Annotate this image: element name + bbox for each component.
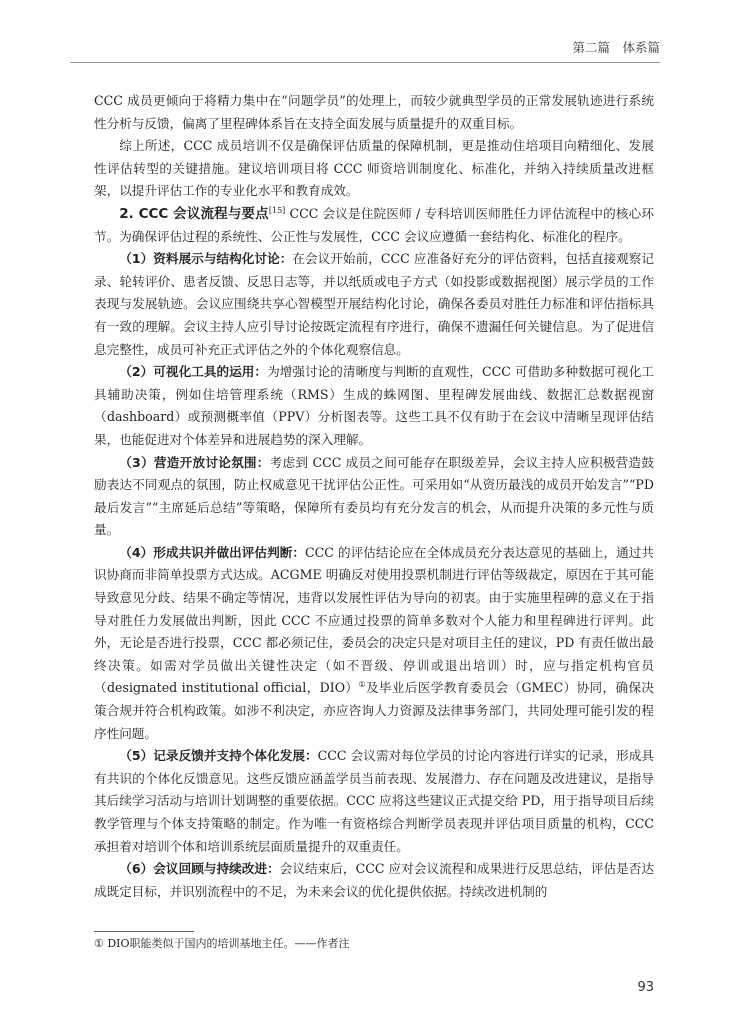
item-text: 在会议开始前，CCC 应准备好充分的评估资料，包括直接观察记录、轮转评价、患者反馈、反思日志等，并以纸质或电子方式（如投影或数据视图）展示学员的工作表现与发展轨迹。会议应围绕共享心智模型开展结构化讨论，确保各委员对胜任力标准和评估指标具有一致的理解。会议主持人应引导讨论按既定流程有序进行，确保不遗漏任何关键信息。为了促进信息完整性，成员可补充正式评估之外的个体化观察信息。: [94, 251, 654, 357]
item-heading: （1）资料展示与结构化讨论：: [119, 251, 293, 267]
item-1: [94, 248, 654, 361]
header-title: 第二篇 体系篇: [572, 40, 660, 55]
item-text-cont: 及毕业后医学教育委员会（GMEC）协同，确保决策合规并符合机构政策。如涉不利决定，亦应咨询人力资源及法律事务部门，共同处理可能引发的程序性问题。: [94, 680, 654, 741]
item-heading: （4）形成共识并做出评估判断：: [119, 544, 306, 560]
running-header: [70, 38, 660, 63]
item-heading: （5）记录反馈并支持个体化发展：: [119, 748, 318, 764]
page-number: 93: [637, 980, 654, 995]
paragraph-1: CCC 成员更倾向于将精力集中在“问题学员”的处理上，而较少就典型学员的正常发展轨迹进行系统性分析与反馈，偏离了里程碑体系旨在支持全面发展与质量提升的双重目标。: [94, 93, 654, 131]
item-heading: （2）可视化工具的运用：: [119, 364, 268, 380]
item-5: [94, 745, 654, 858]
item-text: 为增强讨论的清晰度与判断的直观性，CCC 可借助多种数据可视化工具辅助决策，例如住培管理系统（RMS）生成的蛛网图、里程碑发展曲线、数据汇总数据视窗（dashboard）或预测概率值（PPV）分析图表等。这些工具不仅有助于在会议中清晰呈现评估结果，也能促进对个体差异和进展趋势的深入理解。: [94, 364, 654, 447]
footnote-marker: ①: [358, 680, 366, 690]
item-heading: （3）营造开放讨论氛围：: [119, 454, 270, 470]
item-text: 考虑到 CCC 成员之间可能存在职级差异，会议主持人应积极营造鼓励表达不同观点的氛围，防止权威意见干扰评估公正性。可采用如“从资历最浅的成员开始发言”“PD 最后发言”“主席延后总结”等策略，保障所有委员均有充分发言的机会，从而提升决策的多元性与质量。: [94, 454, 654, 538]
paragraph-2: 综上所述，CCC 成员培训不仅是确保评估质量的保障机制，更是推动住培项目向精细化、发展性评估转型的关键措施。建议培训项目将 CCC 师资培训制度化、标准化，并纳入持续质量改进框架，以提升评估工作的专业化水平和教育成效。: [94, 138, 654, 199]
section-heading: 2. CCC 会议流程与要点: [119, 205, 269, 222]
item-text: 会议结束后，CCC 应对会议流程和成果进行反思总结，评估是否达成既定目标，并识别流程中的不足，为未来会议的优化提供依据。持续改进机制的: [94, 861, 654, 899]
footnote: ① DIO职能类似于国内的培训基地主任。——作者注: [94, 937, 350, 950]
section-2-paragraph: [94, 203, 654, 248]
item-text: CCC 会议需对每位学员的讨论内容进行详实的记录，形成具有共识的个体化反馈意见。这些反馈应涵盖学员当前表现、发展潜力、存在问题及改进建议，是指导其后续学习活动与培训计划调整的重要依据。CCC 应将这些建议正式提交给 PD，用于指导项目后续教学管理与个体支持策略的制定。作为唯一有资格综合判断学员表现并评估项目质量的机构，CCC 承担着对培训个体和培训系统层面质量提升的双重责任。: [94, 748, 654, 854]
footnote-divider: [94, 931, 194, 932]
item-6: [94, 858, 654, 903]
item-3: [94, 452, 654, 542]
item-heading: （6）会议回顾与持续改进：: [119, 861, 280, 877]
item-4: [94, 542, 654, 745]
item-2: [94, 361, 654, 451]
citation-ref: [15]: [268, 205, 286, 215]
item-text: CCC 的评估结论应在全体成员充分表达意见的基础上，通过共识协商而非简单投票方式达成。ACGME 明确反对使用投票机制进行评估等级裁定，原因在于其可能导致意见分歧、结果不确定等情况，违背以发展性评估为导向的初衷。由于实施里程碑的意义在于指导对胜任力发展做出判断，因此 CCC 不应通过投票的简单多数对个人能力和里程碑进行评判。此外，无论是否进行投票，CCC 都必须记住，委员会的决定只是对项目主任的建议，PD 有责任做出最终决策。如需对学员做出关键性决定（如不晋级、停训或退出培训）时，应与指定机构官员（designated institutional official，DIO）: [94, 544, 655, 696]
body-text: [94, 90, 654, 903]
section-intro: CCC 会议是住院医师 / 专科培训医师胜任力评估流程中的核心环节。为确保评估过程的系统性、公正性与发展性，CCC 会议应遵循一套结构化、标准化的程序。: [94, 205, 654, 244]
